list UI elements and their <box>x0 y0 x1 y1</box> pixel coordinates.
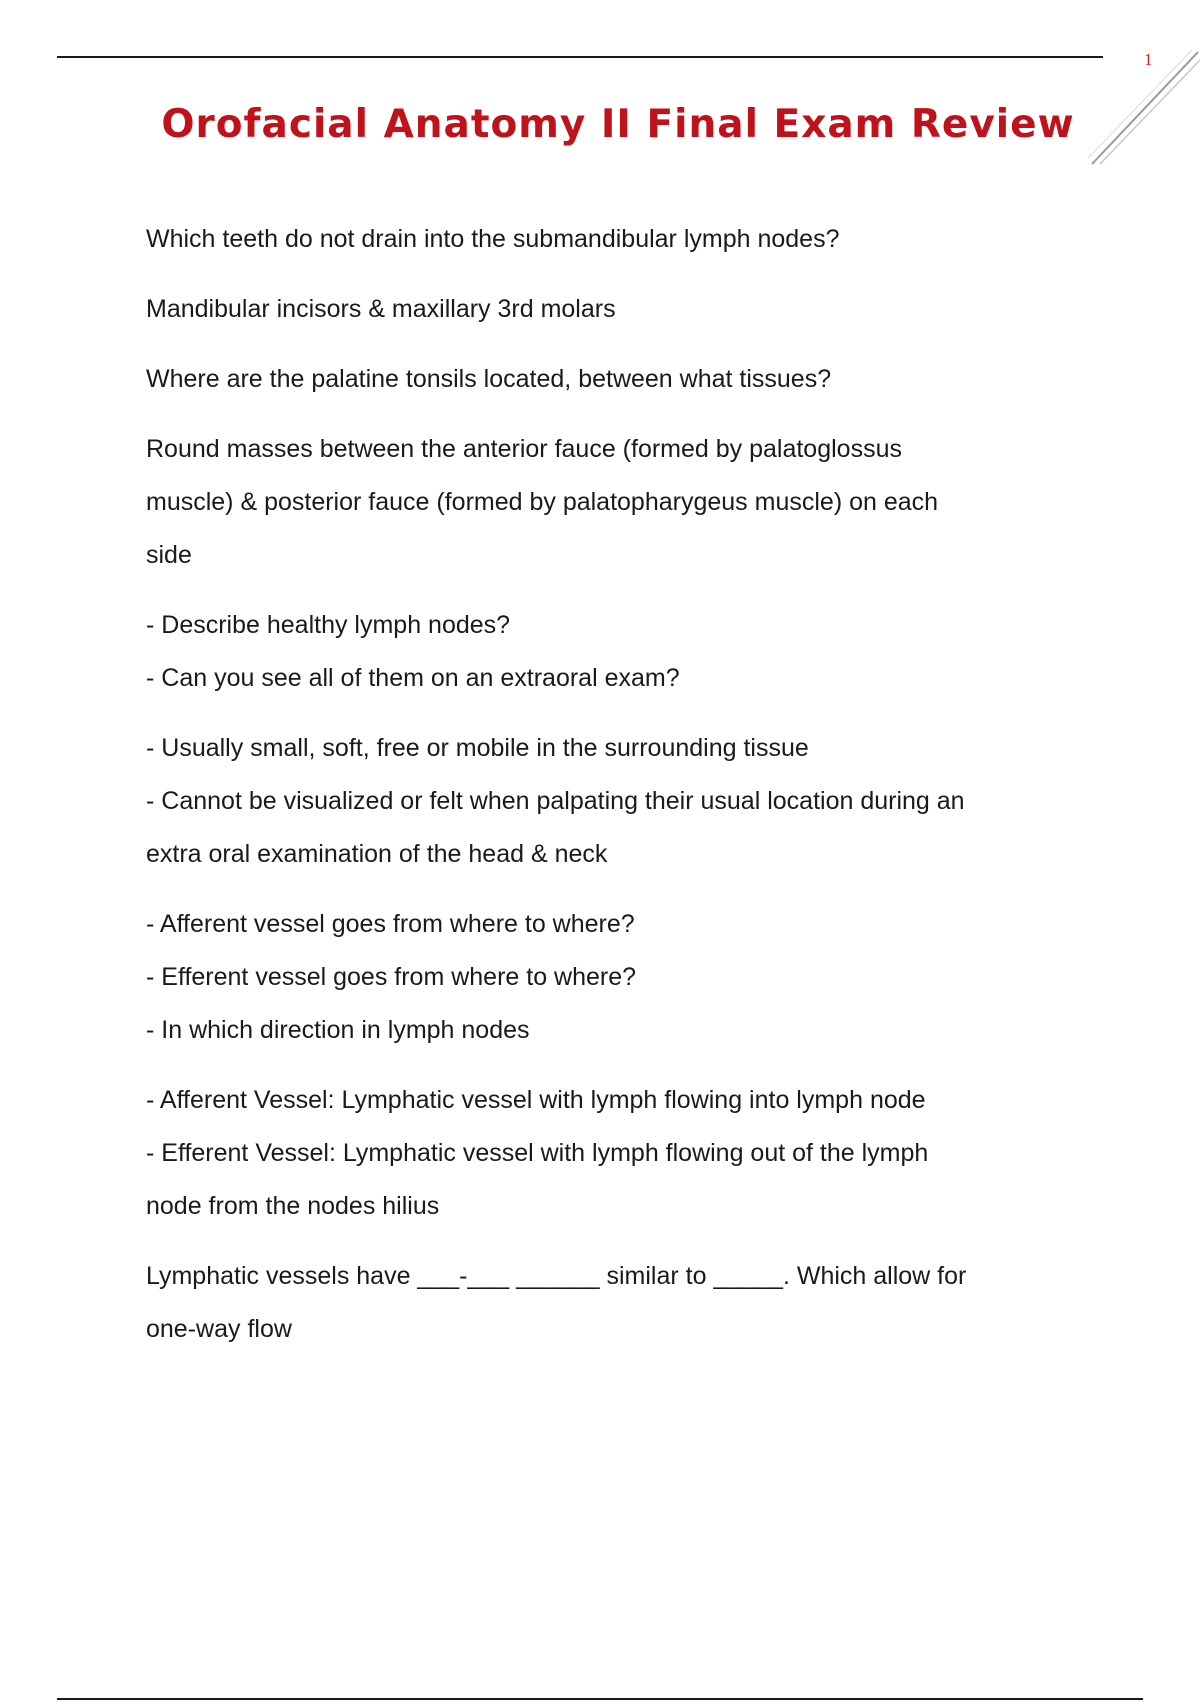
text-line: - Usually small, soft, free or mobile in the surrounding tissue <box>146 734 809 762</box>
question-block <box>146 1250 1086 1356</box>
question-block <box>146 353 1086 406</box>
text-line: Lymphatic vessels have ___-___ ______ similar to _____. Which allow for <box>146 1262 967 1290</box>
text-line: node from the nodes hilius <box>146 1192 440 1220</box>
text-line: - Can you see all of them on an extraoral exam? <box>146 664 680 692</box>
page-number: 1 <box>1144 50 1153 69</box>
text-line: Round masses between the anterior fauce (formed by palatoglossus <box>146 435 902 463</box>
page-title: Orofacial Anatomy II Final Exam Review <box>161 102 1075 148</box>
text-line: - Cannot be visualized or felt when palpating their usual location during an <box>146 787 965 815</box>
header-rule <box>57 56 1103 58</box>
answer-block <box>146 722 1086 881</box>
text-line: - Afferent vessel goes from where to where? <box>146 910 635 938</box>
text-line: - Describe healthy lymph nodes? <box>146 611 511 639</box>
answer-block <box>146 423 1086 582</box>
text-line: one-way flow <box>146 1315 292 1343</box>
text-line: extra oral examination of the head & neck <box>146 840 608 868</box>
answer-block <box>146 283 1086 336</box>
question-block <box>146 599 1086 705</box>
document-body <box>146 213 1086 1373</box>
text-line: muscle) & posterior fauce (formed by palatopharygeus muscle) on each <box>146 488 939 516</box>
answer-block <box>146 1074 1086 1233</box>
text-line: - Afferent Vessel: Lymphatic vessel with lymph flowing into lymph node <box>146 1086 926 1114</box>
question-block <box>146 898 1086 1057</box>
text-line: Mandibular incisors & maxillary 3rd molars <box>146 295 616 323</box>
text-line: - Efferent vessel goes from where to where? <box>146 963 637 991</box>
text-line: side <box>146 541 192 569</box>
text-line: - Efferent Vessel: Lymphatic vessel with lymph flowing out of the lymph <box>146 1139 929 1167</box>
text-line: - In which direction in lymph nodes <box>146 1016 530 1044</box>
text-line: Which teeth do not drain into the submandibular lymph nodes? <box>146 225 840 253</box>
question-block <box>146 213 1086 266</box>
text-line: Where are the palatine tonsils located, between what tissues? <box>146 365 832 393</box>
